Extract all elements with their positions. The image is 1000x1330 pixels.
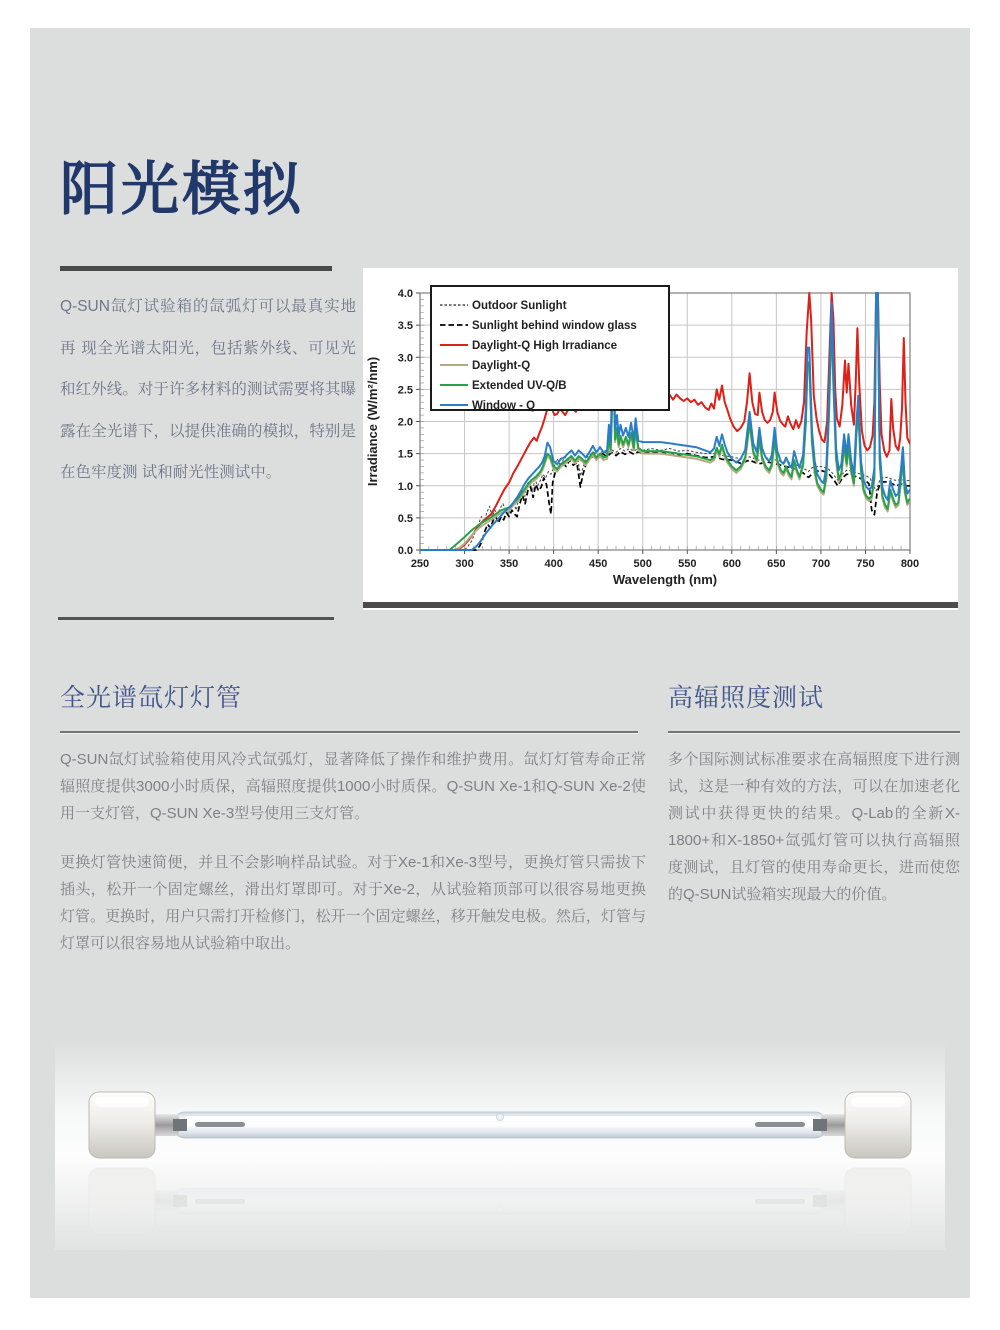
svg-text:300: 300	[455, 558, 474, 570]
intro-paragraph: Q-SUN氙灯试验箱的氙弧灯可以最真实地再 现全光谱太阳光，包括紫外线、可见光和红外线。对于许多材料的测试需要将其曝露在全光谱下，以提供准确的模拟，特别是在色牢度测 试和耐光性测试中。	[60, 298, 356, 481]
paragraph: Q-SUN氙灯试验箱使用风冷式氙弧灯，显著降低了操作和维护费用。氙灯灯管寿命正常辐照度提供3000小时质保，高辐照度提供1000小时质保。Q-SUN Xe-1和Q-SUN Xe-2使用一支灯管，Q-SUN Xe-3型号使用三支灯管。	[60, 751, 646, 822]
svg-text:4.0: 4.0	[397, 288, 413, 300]
svg-text:Extended UV-Q/B: Extended UV-Q/B	[472, 380, 567, 392]
intro-top-bar	[60, 266, 332, 271]
svg-text:2.0: 2.0	[397, 416, 413, 429]
svg-text:0.5: 0.5	[397, 512, 413, 525]
content-card	[30, 28, 970, 1298]
rule-left	[60, 731, 638, 733]
svg-text:750: 750	[856, 558, 875, 570]
svg-text:2.5: 2.5	[397, 384, 413, 397]
column-right	[668, 746, 960, 930]
svg-text:1.0: 1.0	[397, 480, 413, 493]
svg-text:700: 700	[811, 558, 831, 570]
svg-text:400: 400	[544, 558, 563, 570]
svg-text:Daylight-Q: Daylight-Q	[472, 360, 531, 372]
svg-text:Outdoor Sunlight: Outdoor Sunlight	[472, 300, 567, 312]
svg-text:250: 250	[410, 558, 430, 570]
intro-bottom-bar	[58, 617, 334, 620]
section-heading-lamps: 全光谱氙灯灯管	[60, 684, 243, 712]
svg-text:550: 550	[678, 558, 697, 570]
svg-text:3.5: 3.5	[397, 320, 413, 333]
section-heading-irradiance: 高辐照度测试	[668, 684, 825, 712]
spectra-chart-panel	[363, 268, 958, 610]
svg-text:Daylight-Q High Irradiance: Daylight-Q High Irradiance	[472, 340, 618, 352]
xenon-lamp-tube-image	[55, 1040, 945, 1250]
column-left	[60, 746, 646, 979]
svg-text:Wavelength (nm): Wavelength (nm)	[612, 572, 718, 587]
svg-text:600: 600	[722, 558, 741, 570]
lamp-figure	[55, 1040, 945, 1250]
svg-text:Window - Q: Window - Q	[472, 400, 536, 412]
page-title: 阳光模拟	[60, 156, 305, 222]
paragraph: 多个国际测试标准要求在高辐照度下进行测试，这是一种有效的方法，可以在加速老化测试中获得更快的结果。Q-Lab的全新X-1800+和X-1850+氙弧灯管可以执行高辐照度测试，且灯管的使用寿命更长，进而使您的Q-SUN试验箱实现最大的价值。	[668, 751, 960, 903]
svg-text:350: 350	[499, 558, 519, 570]
svg-text:3.0: 3.0	[397, 352, 413, 365]
spectral-irradiance-chart	[363, 268, 958, 600]
svg-text:650: 650	[767, 558, 786, 570]
svg-text:450: 450	[589, 558, 608, 570]
rule-right	[668, 731, 960, 733]
svg-text:0.0: 0.0	[397, 545, 413, 557]
svg-text:500: 500	[633, 558, 652, 570]
svg-text:1.5: 1.5	[397, 448, 413, 461]
svg-text:800: 800	[900, 558, 920, 570]
svg-text:Irradiance (W/m²/nm): Irradiance (W/m²/nm)	[365, 356, 380, 487]
paragraph: 更换灯管快速简便，并且不会影响样品试验。对于Xe-1和Xe-3型号，更换灯管只需拔下插头，松开一个固定螺丝，滑出灯罩即可。对于Xe-2，从试验箱顶部可以很容易地更换灯管。更换时，用户只需打开检修门，松开一个固定螺丝，移开触发电极。然后，灯管与灯罩可以很容易地从试验箱中取出。	[60, 854, 646, 952]
svg-text:Sunlight behind window glass: Sunlight behind window glass	[472, 320, 637, 332]
chart-bottom-bar	[363, 602, 958, 608]
